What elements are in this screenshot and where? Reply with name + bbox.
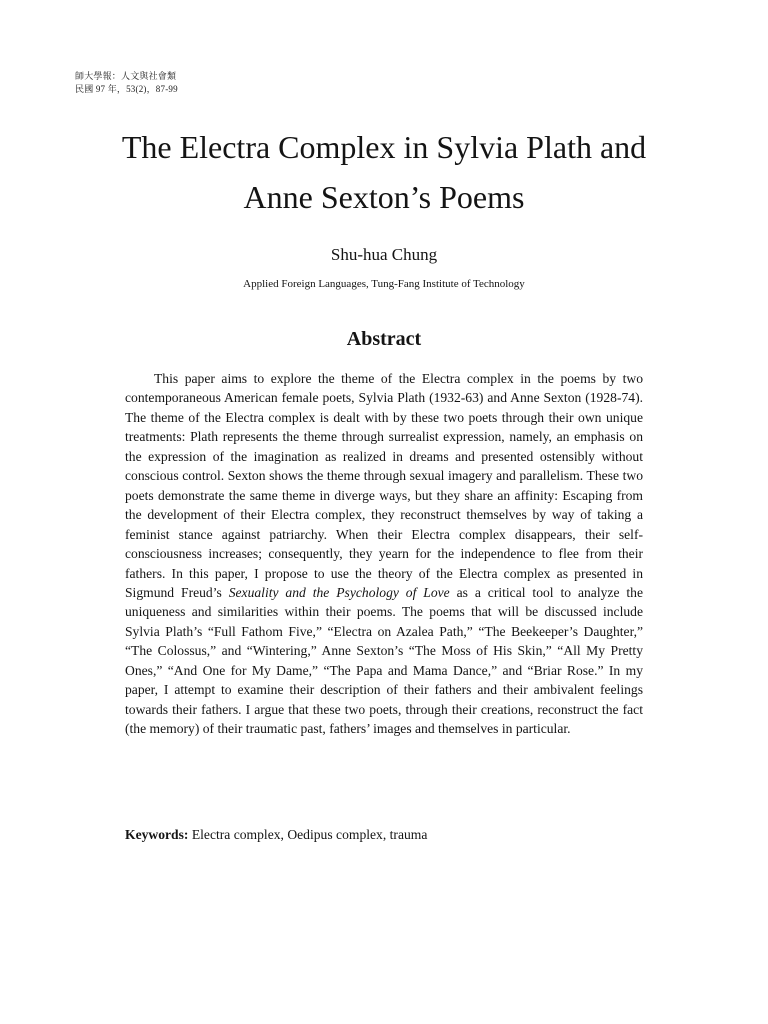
abstract-text-part-2: as a critical tool to analyze the uniqueness and similarities within their poems. The poems that will be discussed include Sylvia Plath’s “Full Fathom Five,” “Electra on Azalea Path,” “The Beekeeper’s Daughter,” “The Colossus,” and “Wintering,” Anne Sexton’s “The Moss of His Skin,” “All My Pretty Ones,” “And One for My Dame,” “The Papa and Mama Dance,” and “Briar Rose.” In my paper, I attempt to examine their description of their fathers and their ambivalent feelings towards their fathers. I argue that these two poets, through their creations, reconstruct the fact (the memory) of their traumatic past, fathers’ images and themselves in particular. [125, 584, 643, 737]
journal-header [75, 70, 178, 96]
paper-title [60, 122, 708, 222]
author-name: Shu-hua Chung [330, 245, 438, 264]
journal-issue: 民國 97 年，53(2)，87-99 [75, 84, 178, 94]
cited-book-title: Sexuality and the Psychology of Love [228, 584, 450, 600]
paper-title-line-1: The Electra Complex in Sylvia Plath and [121, 129, 647, 165]
author-affiliation: Applied Foreign Languages, Tung-Fang Institute of Technology [243, 278, 525, 290]
abstract-heading: Abstract [346, 328, 422, 350]
keywords-label: Keywords: [125, 827, 189, 842]
keywords-value: Electra complex, Oedipus complex, trauma [191, 827, 428, 842]
abstract-body [125, 369, 643, 739]
paper-title-line-2: Anne Sexton’s Poems [243, 179, 525, 215]
journal-name: 師大學報：人文與社會類 [75, 71, 177, 81]
abstract-text-part-1: This paper aims to explore the theme of the Electra complex in the poems by two contemporaneous American female poets, Sylvia Plath (1932-63) and Anne Sexton (1928-74). The theme of the Electra complex is dealt with by these two poets through their own unique treatments: Plath represents the theme through surrealist expression, namely, an emphasis on the expression of the imagination as realized in dreams and presented ostensibly without conscious control. Sexton shows the theme through sexual imagery and parallelism. These two poets demonstrate the same theme in diverge ways, but they share an affinity: Escaping from the development of their Electra complex, they reconstruct themselves by way of taking a feminist stance against patriarchy. When their Electra complex disappears, their self-consciousness increases; consequently, they yearn for the independence to flee from their fathers. In this paper, I propose to use the theory of the Electra complex as presented in Sigmund Freud’s [125, 371, 643, 600]
keywords [125, 825, 643, 844]
